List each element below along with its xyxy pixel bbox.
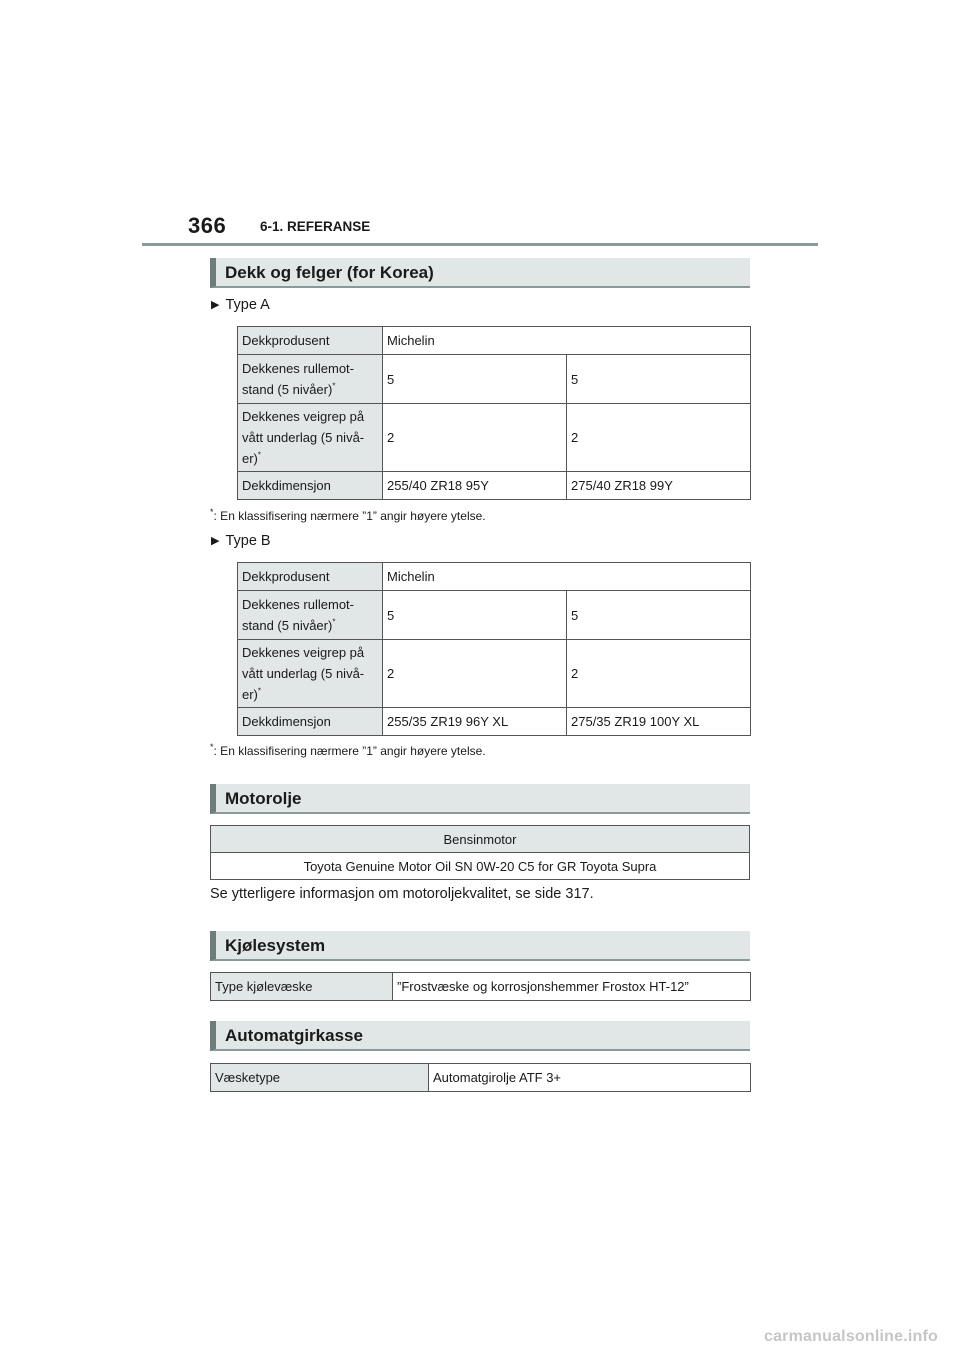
row-value: 2 bbox=[567, 640, 751, 708]
table-row bbox=[238, 591, 751, 640]
page-number: 366 bbox=[188, 213, 227, 238]
watermark: carmanualsonline.info bbox=[763, 1328, 938, 1345]
row-label: Dekkenes veigrep på vått underlag (5 nivå- er)* bbox=[238, 404, 383, 472]
table-row bbox=[238, 355, 751, 404]
engine-oil-table bbox=[210, 825, 750, 880]
row-value: 255/40 ZR18 95Y bbox=[383, 472, 567, 500]
row-value: 5 bbox=[383, 355, 567, 404]
table-row bbox=[238, 708, 751, 736]
table-row bbox=[211, 826, 750, 853]
table-row bbox=[238, 404, 751, 472]
type-a-table bbox=[237, 326, 751, 500]
row-value: 255/35 ZR19 96Y XL bbox=[383, 708, 567, 736]
row-value: 5 bbox=[383, 591, 567, 640]
row-label: Dekkdimensjon bbox=[238, 472, 383, 500]
row-value: Michelin bbox=[383, 327, 751, 355]
row-label: Dekkenes rullemot- stand (5 nivåer)* bbox=[238, 355, 383, 404]
table-row bbox=[238, 327, 751, 355]
engine-oil-note: Se ytterligere informasjon om motoroljekvalitet, se side 317. bbox=[210, 886, 594, 902]
triangle-bullet-icon: ▶ bbox=[211, 299, 220, 311]
table-row bbox=[238, 563, 751, 591]
type-b-table bbox=[237, 562, 751, 736]
row-label: Type kjølevæske bbox=[211, 973, 393, 1001]
row-value: ”Frostvæske og korrosjonshemmer Frostox HT-12” bbox=[393, 973, 751, 1001]
row-label: Dekkdimensjon bbox=[238, 708, 383, 736]
row-value: 2 bbox=[567, 404, 751, 472]
triangle-bullet-icon: ▶ bbox=[211, 535, 220, 547]
row-value: 2 bbox=[383, 640, 567, 708]
footnote-type-b: *: En klassifisering nærmere ”1” angir høyere ytelse. bbox=[210, 742, 486, 758]
row-label: Dekkenes rullemot- stand (5 nivåer)* bbox=[238, 591, 383, 640]
row-label: Dekkprodusent bbox=[238, 327, 383, 355]
footnote-type-a: *: En klassifisering nærmere ”1” angir høyere ytelse. bbox=[210, 507, 486, 523]
type-a-heading: ▶ Type A bbox=[211, 297, 270, 313]
section-heading-cooling: Kjølesystem bbox=[210, 931, 750, 961]
table-row bbox=[238, 472, 751, 500]
section-heading-engine-oil: Motorolje bbox=[210, 784, 750, 814]
row-value: 5 bbox=[567, 591, 751, 640]
section-heading-transmission: Automatgirkasse bbox=[210, 1021, 750, 1051]
table-row bbox=[211, 973, 751, 1001]
row-label: Væsketype bbox=[211, 1064, 429, 1092]
row-value: Automatgirolje ATF 3+ bbox=[429, 1064, 751, 1092]
row-value: 275/35 ZR19 100Y XL bbox=[567, 708, 751, 736]
transmission-table bbox=[210, 1063, 751, 1092]
table-row bbox=[238, 640, 751, 708]
header-divider bbox=[142, 243, 818, 246]
table-row bbox=[211, 1064, 751, 1092]
cooling-table bbox=[210, 972, 751, 1001]
row-value: 275/40 ZR18 99Y bbox=[567, 472, 751, 500]
row-label: Dekkprodusent bbox=[238, 563, 383, 591]
row-label: Dekkenes veigrep på vått underlag (5 nivå- er)* bbox=[238, 640, 383, 708]
type-b-heading: ▶ Type B bbox=[211, 533, 271, 549]
table-row bbox=[211, 853, 750, 880]
row-value: 2 bbox=[383, 404, 567, 472]
row-value: Michelin bbox=[383, 563, 751, 591]
engine-type-header: Bensinmotor bbox=[211, 826, 750, 853]
section-heading-tyres: Dekk og felger (for Korea) bbox=[210, 258, 750, 288]
row-value: 5 bbox=[567, 355, 751, 404]
chapter-title: 6-1. REFERANSE bbox=[260, 219, 371, 234]
engine-oil-value: Toyota Genuine Motor Oil SN 0W-20 C5 for GR Toyota Supra bbox=[211, 853, 750, 880]
